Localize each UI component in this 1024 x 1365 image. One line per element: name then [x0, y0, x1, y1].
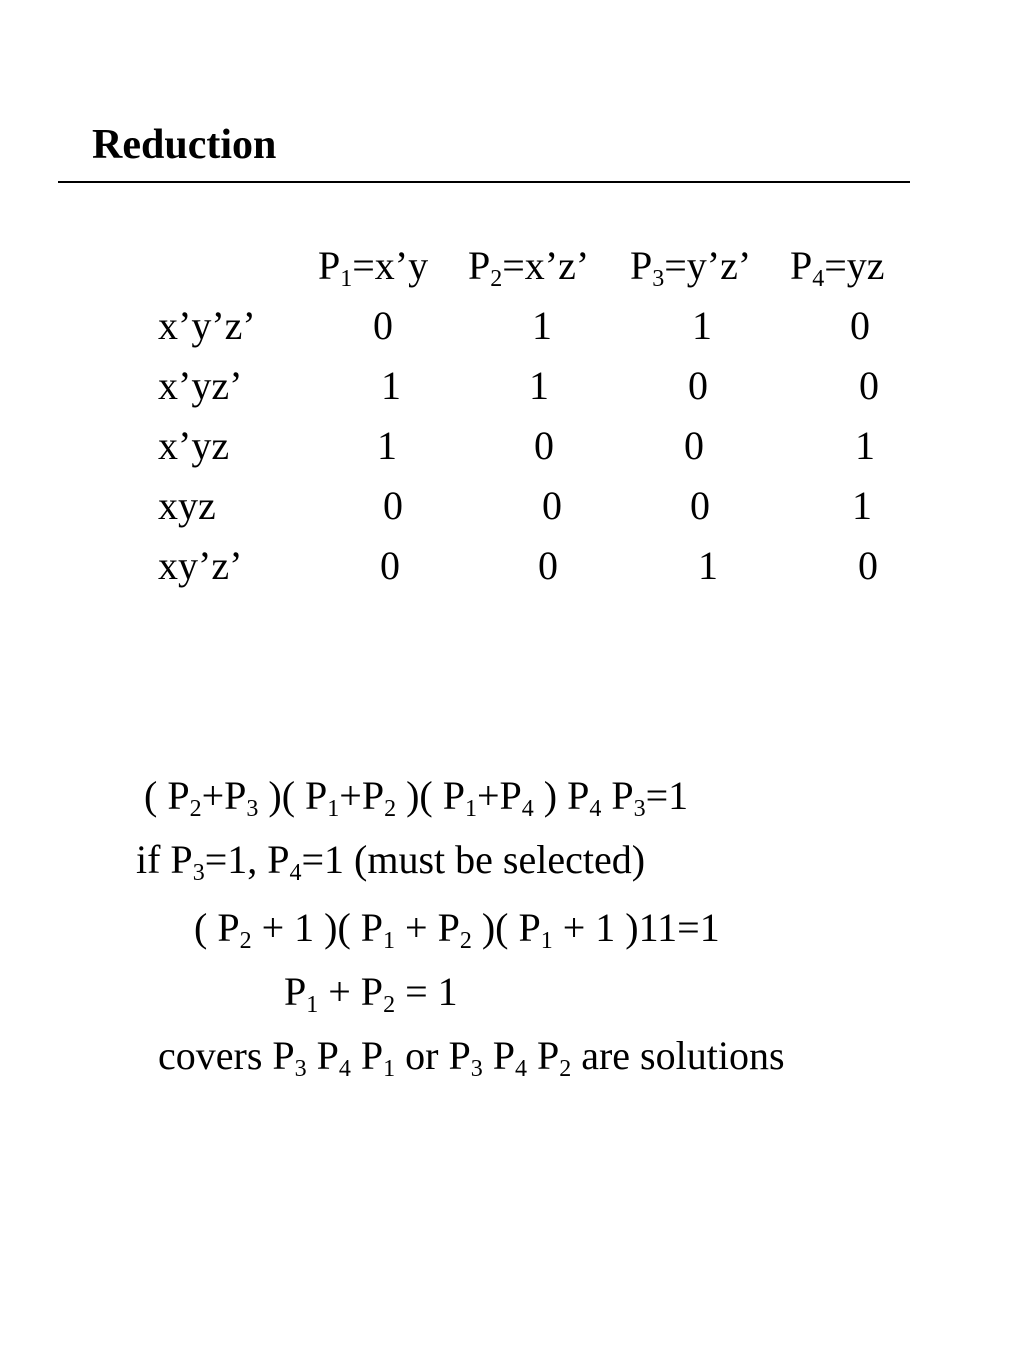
header-p2-term: =x’z’: [502, 243, 590, 288]
expression-subscript: 2: [559, 1056, 572, 1082]
slide-title: Reduction: [92, 122, 277, 168]
expression-text: = 1: [395, 969, 458, 1014]
expression-text: are solutions: [571, 1033, 785, 1078]
expression-condition: [136, 837, 646, 886]
header-p4-symbol: P: [790, 243, 813, 288]
expression-subscript: 1: [327, 796, 340, 822]
cell-value: 1: [698, 543, 718, 588]
expression-text: +P: [201, 773, 247, 818]
header-p4-term: =yz: [824, 243, 885, 288]
cell-value: 0: [850, 303, 870, 348]
expression-substituted: [194, 905, 720, 954]
cell-value: 0: [688, 363, 708, 408]
expression-text: + P: [318, 969, 384, 1014]
header-p1-subscript: 1: [340, 266, 353, 292]
row-label: xyz: [158, 483, 216, 528]
cell-value: 0: [858, 543, 878, 588]
header-p3-symbol: P: [630, 243, 653, 288]
expression-text: + P: [395, 905, 460, 950]
expression-subscript: 2: [189, 796, 202, 822]
expression-subscript: 1: [464, 796, 477, 822]
expression-subscript: 1: [383, 1056, 396, 1082]
expression-subscript: 4: [521, 796, 534, 822]
header-p2: [468, 243, 590, 292]
expression-text: =1 (must be selected): [301, 837, 646, 882]
row-label: xy’z’: [158, 543, 243, 588]
expression-subscript: 4: [289, 860, 302, 886]
cell-value: 0: [859, 363, 879, 408]
expression-subscript: 1: [306, 992, 319, 1018]
cell-value: 0: [684, 423, 704, 468]
expression-text: P: [306, 1033, 339, 1078]
expression-text: ( P: [194, 905, 240, 950]
cell-value: 1: [381, 363, 401, 408]
header-p1: [318, 243, 429, 292]
row-label: x’y’z’: [158, 303, 256, 348]
header-p2-subscript: 2: [490, 266, 503, 292]
expression-text: )( P: [258, 773, 328, 818]
cell-value: 1: [529, 363, 549, 408]
expression-text: ) P: [533, 773, 590, 818]
expression-subscript: 1: [540, 928, 553, 954]
expression-reduced: [284, 969, 458, 1018]
expression-text: )( P: [396, 773, 465, 818]
cell-value: 0: [534, 423, 554, 468]
expression-text: )( P: [471, 905, 541, 950]
header-p4-subscript: 4: [812, 266, 825, 292]
expression-subscript: 2: [384, 796, 397, 822]
expression-text: =1: [645, 773, 689, 818]
expression-subscript: 3: [294, 1056, 307, 1082]
cell-value: 1: [855, 423, 875, 468]
expression-subscript: 4: [338, 1056, 351, 1082]
expression-subscript: 4: [589, 796, 602, 822]
title-divider: [58, 181, 910, 183]
expression-text: if P: [136, 837, 193, 882]
header-p1-term: =x’y: [352, 243, 429, 288]
cell-value: 1: [852, 483, 872, 528]
expression-solutions: [158, 1033, 785, 1082]
header-p3-subscript: 3: [652, 266, 665, 292]
header-p3: [630, 243, 752, 292]
expression-subscript: 4: [514, 1056, 527, 1082]
cell-value: 1: [532, 303, 552, 348]
expression-subscript: 3: [633, 796, 646, 822]
expression-product: [144, 773, 689, 822]
cell-value: 1: [692, 303, 712, 348]
expression-text: =1, P: [204, 837, 290, 882]
expression-text: +P: [476, 773, 522, 818]
expression-text: +P: [339, 773, 385, 818]
expression-text: + 1 )11=1: [552, 905, 720, 950]
cell-value: 0: [380, 543, 400, 588]
cell-value: 0: [690, 483, 710, 528]
expression-subscript: 1: [383, 928, 396, 954]
row-label: x’yz: [158, 423, 230, 468]
expression-subscript: 3: [246, 796, 259, 822]
expression-text: ( P: [144, 773, 190, 818]
expression-text: P: [482, 1033, 515, 1078]
header-p3-term: =y’z’: [664, 243, 752, 288]
expression-subscript: 3: [192, 860, 205, 886]
expression-subscript: 3: [470, 1056, 483, 1082]
cell-value: 1: [377, 423, 397, 468]
expression-text: P: [284, 969, 307, 1014]
expression-text: or P: [395, 1033, 471, 1078]
expression-text: + 1 )( P: [251, 905, 384, 950]
expression-text: P: [526, 1033, 560, 1078]
row-label: x’yz’: [158, 363, 243, 408]
cell-value: 0: [542, 483, 562, 528]
header-p1-symbol: P: [318, 243, 341, 288]
expression-subscript: 2: [459, 928, 472, 954]
expression-subscript: 2: [239, 928, 252, 954]
expression-subscript: 2: [383, 992, 396, 1018]
header-p2-symbol: P: [468, 243, 491, 288]
cell-value: 0: [373, 303, 393, 348]
cell-value: 0: [383, 483, 403, 528]
expression-text: P: [350, 1033, 384, 1078]
header-p4: [790, 243, 885, 292]
expression-text: covers P: [158, 1033, 295, 1078]
cell-value: 0: [538, 543, 558, 588]
expression-text: P: [601, 773, 634, 818]
